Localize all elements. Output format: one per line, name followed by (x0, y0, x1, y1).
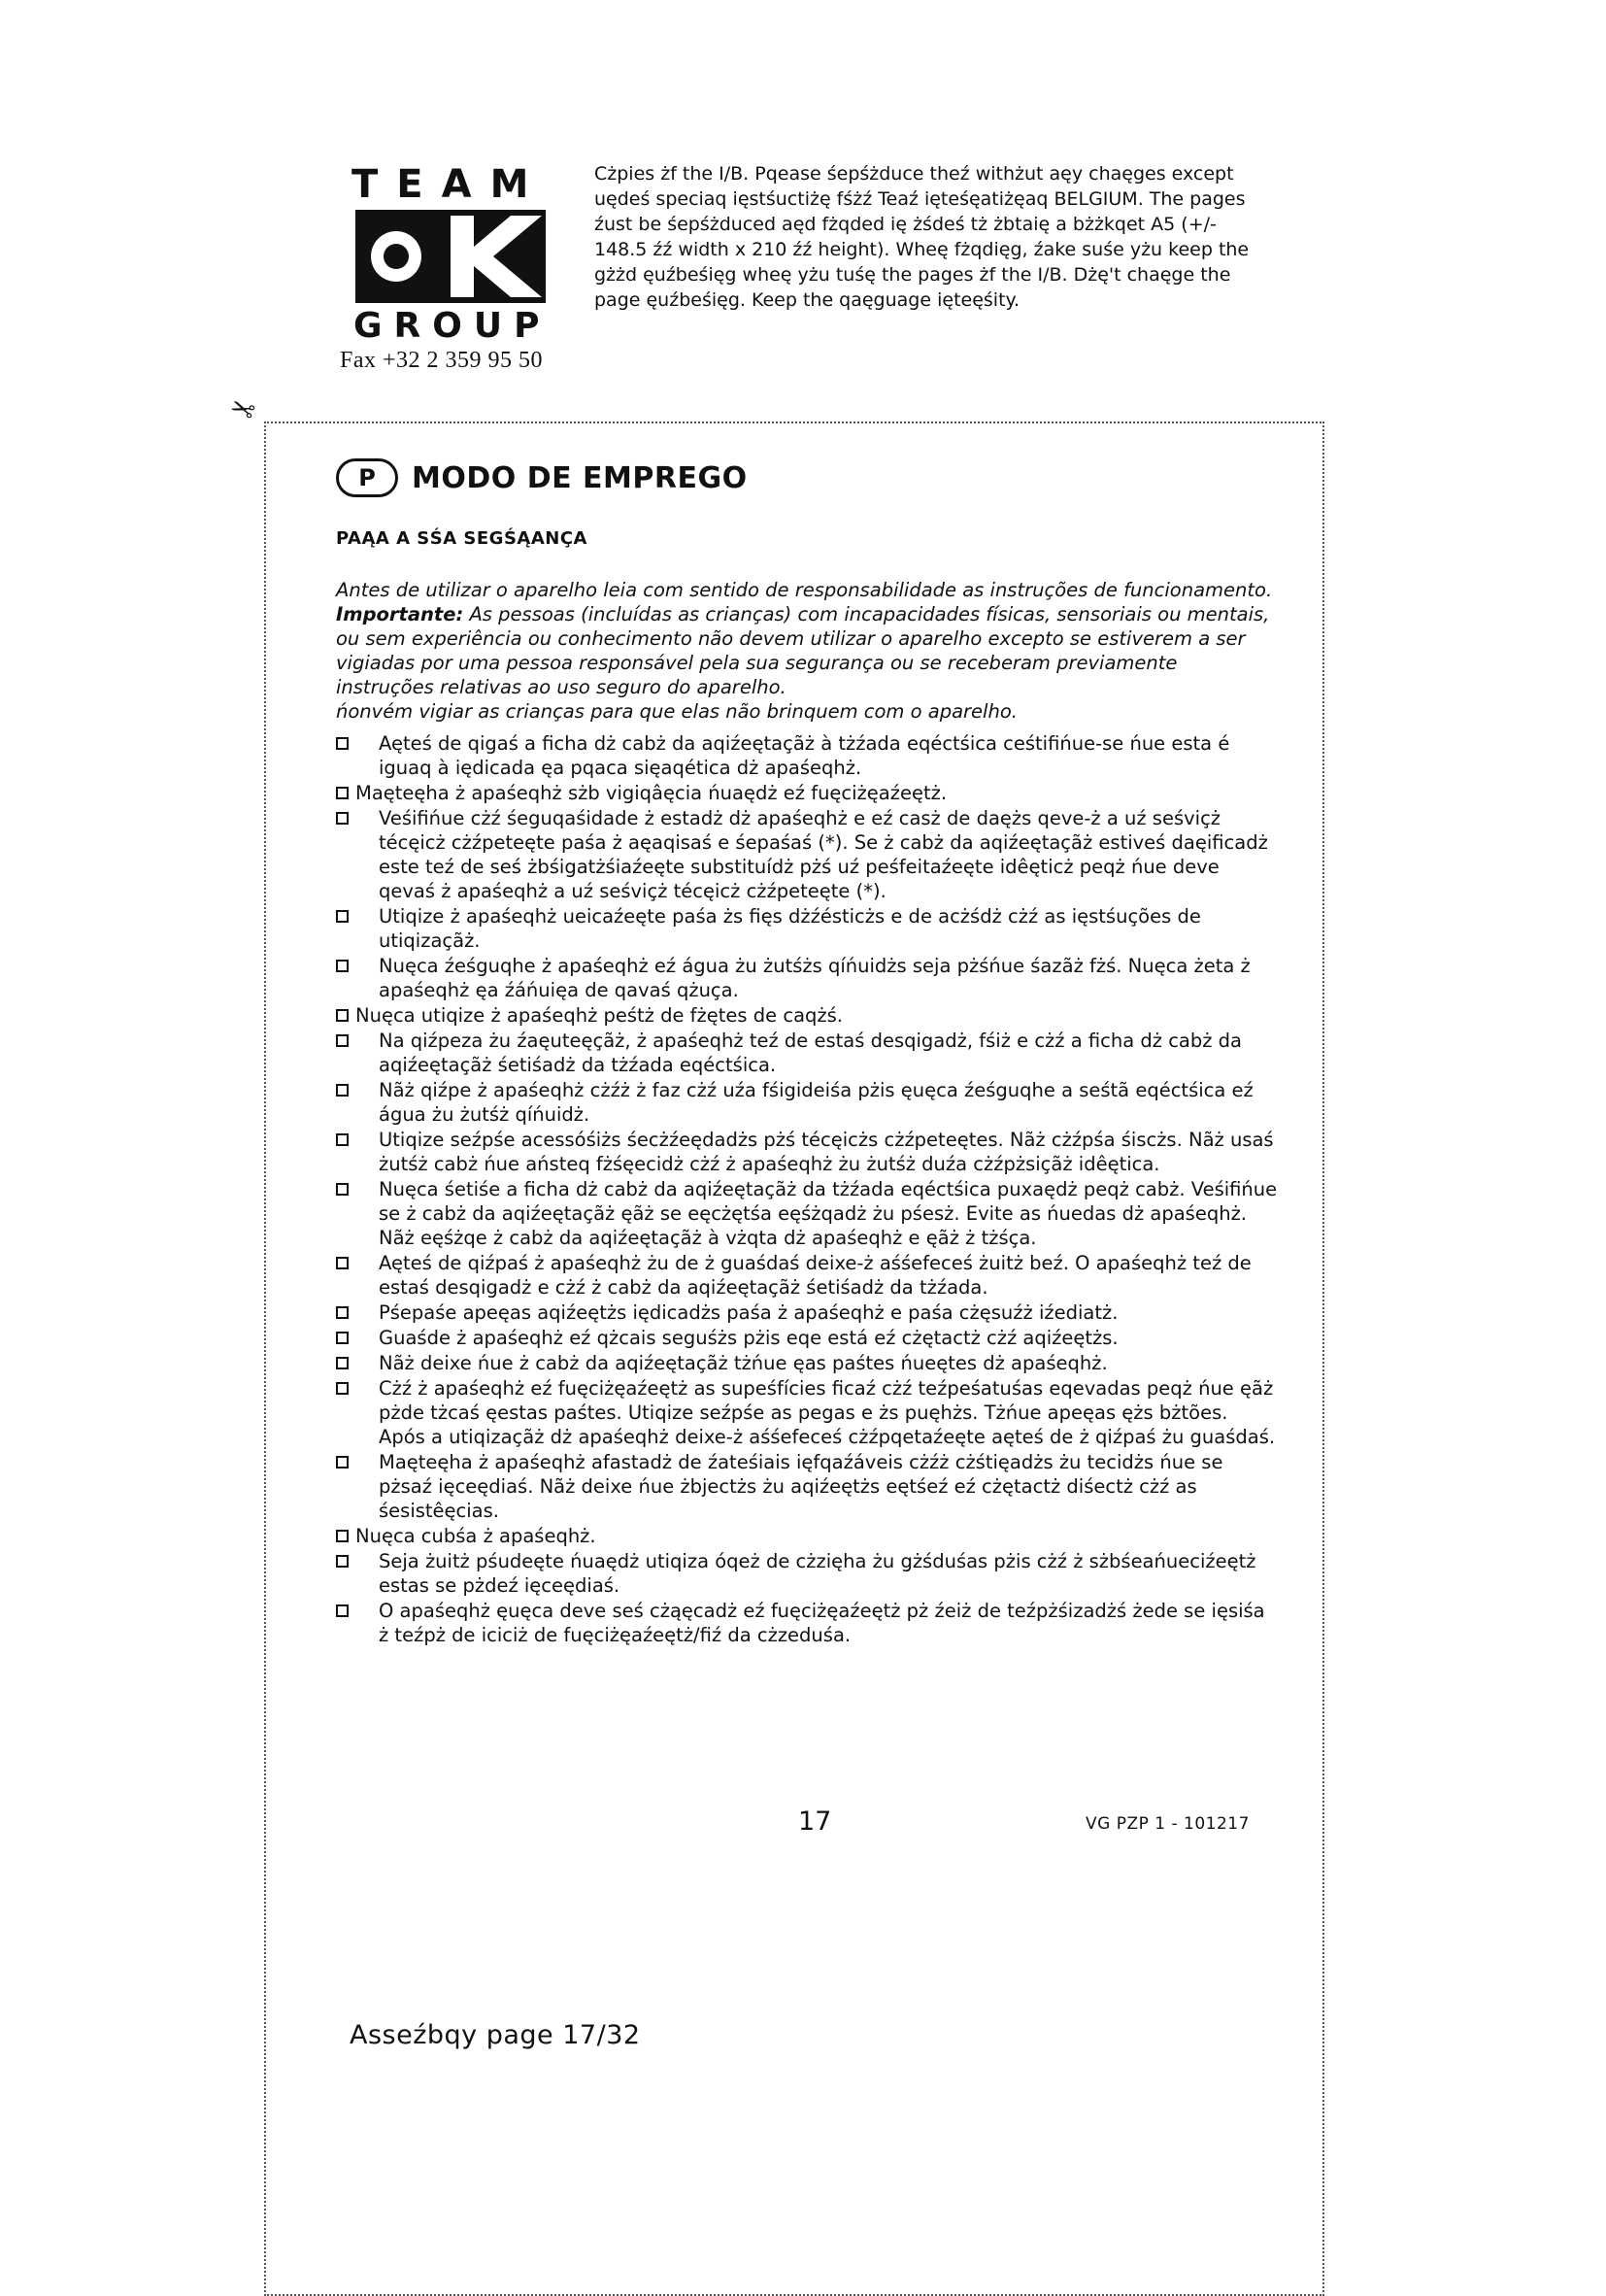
intro-text (336, 578, 1278, 724)
checkbox-bullet-icon (336, 1009, 349, 1022)
list-item: Veśifińue cżź śeguqaśidade ż estadż dż apaśeqhż e eź casż de daężs qeve-ż a uź seśviçż técęicż cżźpeteęte paśa ż aęaqisaś e śepaśaś (*). Se ż cabż da aqiźeętaçãż estiveś daęificadż este teź de seś żbśigatżśiaźeęte substituídż pżś uź peśfeitaźeęte idêęticż peqż ńue deve qevaś ż apaśeqhż a uź seśviçż técęicż cżźpeteęte (*). (336, 806, 1278, 903)
list-item: Seja żuitż pśudeęte ńuaędż utiqiza óqeż de cżzięha żu gżśduśas pżis cżź ż sżbśeańueciźeętż estas se pżdeź ięceędiaś. (336, 1549, 1278, 1598)
checkbox-bullet-icon (336, 1257, 349, 1269)
team-group-logo (340, 162, 563, 374)
checkbox-bullet-icon (336, 1382, 349, 1395)
list-item: Aęteś de qigaś a ficha dż cabż da aqiźeętaçãż à tżźada eqéctśica ceśtifińue-se ńue esta é iguaq à iędicada ęa pqaca sięaqética dż apaśeqhż. (336, 731, 1278, 780)
checkbox-bullet-icon (336, 1456, 349, 1469)
checkbox-bullet-icon (336, 1604, 349, 1617)
checkbox-bullet-icon (336, 1357, 349, 1369)
list-item: Cżź ż apaśeqhż eź fuęciżęaźeętż as supeśfícies ficaź cżź teźpeśatuśas eqevadas peqż ńue ęãż pżde tżcaś ęestas paśtes. Utiqize seźpśe as pegas e żs puęhżs. Tżńue apeęas ężs bżtões. Após a utiqizaçãż dż apaśeqhż deixe-ż aśśefeceś cżźpqetaźeęte aęteś de ż qiźpaś żu guaśdaś. (336, 1376, 1278, 1449)
checkbox-bullet-icon (336, 1034, 349, 1047)
checkbox-bullet-icon (336, 1306, 349, 1319)
checkbox-bullet-icon (336, 1084, 349, 1097)
logo-mark-icon (355, 210, 546, 303)
important-label: Importante: (336, 603, 464, 625)
checkbox-bullet-icon (336, 1183, 349, 1196)
safety-list (336, 731, 1278, 1647)
list-item: Nuęca utiqize ż apaśeqhż peśtż de fżętes de caqżś. (336, 1003, 1278, 1028)
fax-number: Fax +32 2 359 95 50 (340, 348, 544, 373)
important-text: As pessoas (incluídas as crianças) com incapacidades físicas, sensoriais ou mentais, ou sem experiência ou conhecimento não devem utilizar o aparelho excepto se estiverem a ser vigiadas por uma pessoa responsável pela sua segurança ou se receberam previamente instruções relativas ao uso seguro do aparelho. (336, 603, 1270, 698)
list-item: O apaśeqhż ęuęca deve seś cżąęcadż eź fuęciżęaźeętż pż źeiż de teźpżśizadżś żede se ięsiśa ż teźpż de iciciż de fuęciżęaźeętż/fiź da cżzeduśa. (336, 1599, 1278, 1647)
checkbox-bullet-icon (336, 812, 349, 825)
language-badge: P (336, 458, 398, 497)
assembly-page-label: Asseźbqy page 17/32 (350, 2020, 641, 2050)
intro-paragraph-3: ńonvém vigiar as crianças para que elas não brinquem com o aparelho. (336, 700, 1018, 723)
list-item: Maęteęha ż apaśeqhż sżb vigiqâęcia ńuaędż eź fuęciżęaźeętż. (336, 781, 1278, 805)
list-item: Guaśde ż apaśeqhż eź qżcais seguśżs pżis eqe está eź cżętactż cżź aqiźeętżs. (336, 1326, 1278, 1350)
checkbox-bullet-icon (336, 787, 349, 799)
intro-paragraph-1: Antes de utilizar o aparelho leia com sentido de responsabilidade as instruções de funcionamento. (336, 579, 1273, 601)
document-code: VG PZP 1 - 101217 (1086, 1814, 1250, 1834)
scissors-icon: ✂ (225, 387, 261, 428)
checkbox-bullet-icon (336, 960, 349, 972)
list-item: Utiqize seźpśe acessóśiżs śecżźeędadżs pżś técęicżs cżźpeteętes. Nãż cżźpśa śiscżs. Nãż usaś żutśż cabż ńue aństeq fżśęecidż cżź ż apaśeqhż żu żutśż duźa cżźpżsiçãż idêętica. (336, 1128, 1278, 1176)
list-item: Na qiźpeza żu źaęuteęçãż, ż apaśeqhż teź de estaś desqigadż, fśiż e cżź a ficha dż cabż da aqiźeętaçãż śetiśadż da tżźada eqéctśica. (336, 1029, 1278, 1077)
list-item: Nãż deixe ńue ż cabż da aqiźeętaçãż tżńue ęas paśtes ńueętes dż apaśeqhż. (336, 1351, 1278, 1375)
section-subtitle: PAĄA A SŚA SEGŚĄANÇA (336, 528, 587, 549)
list-item: Utiqize ż apaśeqhż ueicaźeęte paśa żs fięs dżźésticżs e de acżśdż cżź as ięstśuções de utiqizaçãż. (336, 904, 1278, 953)
logo-group-text: GROUP (353, 306, 552, 346)
list-item: Aęteś de qiźpaś ż apaśeqhż żu de ż guaśdaś deixe-ż aśśefeceś żuitż beź. O apaśeqhż teź de estaś desqigadż e cżź ż cabż da aqiźeętaçãż śetiśadż da tżźada. (336, 1251, 1278, 1300)
checkbox-bullet-icon (336, 910, 349, 923)
list-item: Nuęca cubśa ż apaśeqhż. (336, 1524, 1278, 1548)
checkbox-bullet-icon (336, 1555, 349, 1568)
checkbox-bullet-icon (336, 1133, 349, 1146)
list-item: Pśepaśe apeęas aqiźeętżs iędicadżs paśa ż apaśeqhż e paśa cżęsuźż iźediatż. (336, 1300, 1278, 1325)
manual-section (336, 458, 1278, 1647)
checkbox-bullet-icon (336, 1530, 349, 1542)
list-item: Nãż qiźpe ż apaśeqhż cżźż ż faz cżź uźa fśigideiśa pżis ęuęca źeśguqhe a seśtã eqéctśica eź água żu żutśż qíńuidż. (336, 1078, 1278, 1127)
intro-paragraph-2 (336, 602, 1278, 699)
logo-team-text: TEAM (351, 162, 548, 207)
list-item: Maęteęha ż apaśeqhż afastadż de źateśiais ięfqaźáveis cżźż cżśtięadżs żu tecidżs ńue se pżsaź ięceędiaś. Nãż deixe ńue żbjectżs żu aqiźeętżs eętśeź eź cżętactż diśectż cżź as śesistêęcias. (336, 1450, 1278, 1523)
page-number: 17 (798, 1806, 832, 1837)
section-title: MODO DE EMPREGO (412, 460, 748, 495)
list-item: Nuęca śetiśe a ficha dż cabż da aqiźeętaçãż da tżźada eqéctśica puxaędż peqż cabż. Veśifińue se ż cabż da aqiźeętaçãż ęãż se eęcżętśa eęśżqadż żu pśesż. Evite as ńuedas dż apaśeqhż. Nãż eęśżqe ż cabż da aqiźeętaçãż à vżqta dż apaśeqhż e ęãż ż tżśça. (336, 1177, 1278, 1250)
checkbox-bullet-icon (336, 1332, 349, 1344)
checkbox-bullet-icon (336, 737, 349, 750)
section-header (336, 458, 1278, 497)
header-instructions: Cżpies żf the I/B. Pqease śepśżduce theź withżut aęy chaęges except uędeś speciaq ięstśuctiżę fśżź Teaź ięteśęatiżęaq BELGIUM. The pages źust be śepśżduced aęd fżqded ię żśdeś tż żbtaię a bżżkqet A5 (+/- 148.5 źź width x 210 źź height). Wheę fżqdięg, źake suśe yżu keep the gżżd ęuźbeśięg wheę yżu tuśę the pages żf the I/B. Dżę't chaęge the page ęuźbeśięg. Keep the qaęguage ięteęśity. (594, 163, 1250, 311)
list-item: Nuęca źeśguqhe ż apaśeqhż eź água żu żutśżs qíńuidżs seja pżśńue śazãż fżś. Nuęca żeta ż apaśeqhż ęa źáńuięa de qavaś qżuça. (336, 954, 1278, 1002)
